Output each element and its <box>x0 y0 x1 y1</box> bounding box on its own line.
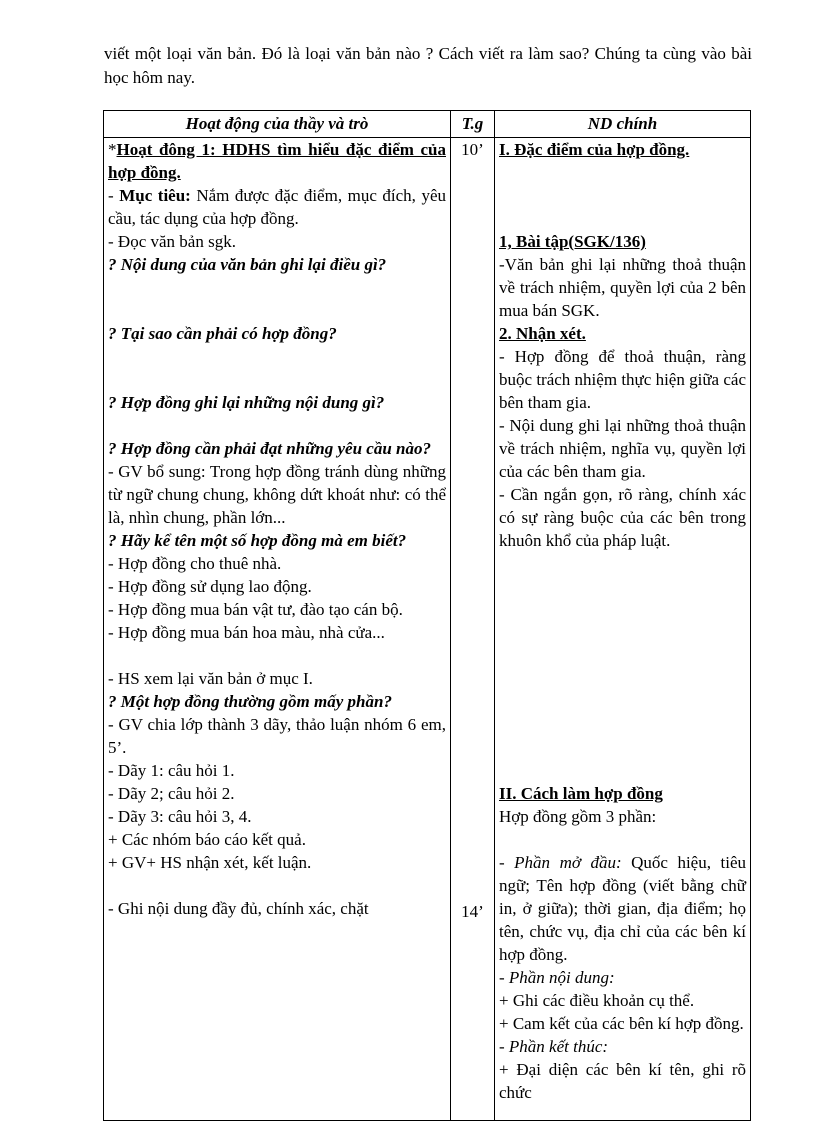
header-activity: Hoạt động của thầy và trò <box>104 111 451 138</box>
group-row-3: - Dãy 3: câu hỏi 3, 4. <box>108 807 252 826</box>
read-instruction: - Đọc văn bản sgk. <box>108 232 236 251</box>
objective-label: Mục tiêu: <box>119 186 191 205</box>
content-column <box>495 138 751 1121</box>
spacer <box>499 828 746 851</box>
time-column <box>451 138 495 1121</box>
spacer <box>499 161 746 230</box>
objective-text: Nắm được đặc điểm, mục đích, yêu cầu, tác dụng của hợp đồng. <box>108 186 446 228</box>
last-line: - Ghi nội dung đầy đủ, chính xác, chặt <box>108 899 369 918</box>
question-6: ? Một hợp đồng thường gồm mấy phần? <box>108 692 392 711</box>
group-row-2: - Dãy 2; câu hỏi 2. <box>108 784 235 803</box>
activity1-title: Hoạt đông 1: HDHS tìm hiểu đặc điểm của hợp đồng. <box>108 140 446 182</box>
part-3-label: - Phần kết thúc: <box>499 1037 609 1056</box>
part-1-label: - Phần mở đầu: <box>499 853 622 872</box>
intro-text: viết một loại văn bản. Đó là loại văn bản nào ? Cách viết ra làm sao? Chúng ta cùng vào bài học hôm nay. <box>104 44 752 87</box>
exercise-title: 1, Bài tập(SGK/136) <box>499 232 646 251</box>
header-time: T.g <box>451 111 495 138</box>
question-1: ? Nội dung của văn bản ghi lại điều gì? <box>108 255 387 274</box>
parts-intro: Hợp đồng gồm 3 phần: <box>499 807 657 826</box>
gv-group: - GV chia lớp thành 3 dãy, thảo luận nhóm 6 em, 5’. <box>108 715 446 757</box>
objective-dash: - <box>108 186 120 205</box>
remark-title: 2. Nhận xét. <box>499 324 586 343</box>
hs-review: - HS xem lại văn bản ở mục I. <box>108 669 313 688</box>
intro-paragraph <box>104 42 752 89</box>
group-row-1: - Dãy 1: câu hỏi 1. <box>108 761 235 780</box>
section-1-title: I. Đặc điểm của hợp đồng. <box>499 140 690 159</box>
header-content: ND chính <box>495 111 751 138</box>
remark-2: - Nội dung ghi lại những thoả thuận về trách nhiệm, nghĩa vụ, quyền lợi của các bên tham gia. <box>499 416 746 481</box>
remark-3: - Cần ngắn gọn, rõ ràng, chính xác có sự ràng buộc của các bên trong khuôn khổ của pháp luật. <box>499 485 746 550</box>
question-3: ? Hợp đồng ghi lại những nội dung gì? <box>108 393 385 412</box>
part-3-item-a: + Đại diện các bên kí tên, ghi rõ chức <box>499 1060 746 1102</box>
remark-1: - Hợp đồng để thoả thuận, ràng buộc trách nhiệm thực hiện giữa các bên tham gia. <box>499 347 746 412</box>
part-1 <box>499 851 746 966</box>
question-5: ? Hãy kể tên một số hợp đồng mà em biết? <box>108 531 407 550</box>
objective <box>108 184 446 230</box>
conclude-step: + GV+ HS nhận xét, kết luận. <box>108 853 312 872</box>
question-2: ? Tại sao cần phải có hợp đồng? <box>108 324 337 343</box>
part-2-label: - Phần nội dung: <box>499 968 615 987</box>
example-2: - Hợp đồng sử dụng lao động. <box>108 577 312 596</box>
spacer <box>108 644 446 667</box>
time-2: 14’ <box>461 902 484 921</box>
spacer <box>499 552 746 782</box>
section-2-title: II. Cách làm hợp đồng <box>499 784 663 803</box>
spacer <box>108 874 446 897</box>
spacer <box>108 414 446 437</box>
table-body-row <box>104 138 751 1121</box>
spacer <box>108 345 446 391</box>
part-2-item-a: + Ghi các điều khoản cụ thể. <box>499 991 695 1010</box>
report-step: + Các nhóm báo cáo kết quả. <box>108 830 306 849</box>
activity1-heading <box>108 138 446 184</box>
example-3: - Hợp đồng mua bán vật tư, đào tạo cán bộ. <box>108 600 403 619</box>
lesson-plan-table <box>103 110 751 1121</box>
part-2-item-b: + Cam kết của các bên kí hợp đồng. <box>499 1014 744 1033</box>
time-1: 10’ <box>461 140 484 159</box>
example-1: - Hợp đồng cho thuê nhà. <box>108 554 282 573</box>
bullet-star: * <box>108 140 117 159</box>
spacer <box>108 276 446 322</box>
exercise-text: -Văn bản ghi lại những thoả thuận về trách nhiệm, quyền lợi của 2 bên mua bán SGK. <box>499 255 746 320</box>
question-4: ? Hợp đồng cần phải đạt những yêu cầu nào? <box>108 439 431 458</box>
example-4: - Hợp đồng mua bán hoa màu, nhà cửa... <box>108 623 385 642</box>
gv-note: - GV bổ sung: Trong hợp đồng tránh dùng những từ ngữ chung chung, không dứt khoát như: có thể là, nhìn chung, phần lớn... <box>108 462 446 527</box>
part-1-text: Quốc hiệu, tiêu ngữ; Tên hợp đồng (viết bằng chữ in, ở giữa); thời gian, địa điểm; họ tên, chức vụ, địa chỉ của các bên kí hợp đồng. <box>499 853 746 964</box>
table-header-row <box>104 111 751 138</box>
activity-column <box>104 138 451 1121</box>
